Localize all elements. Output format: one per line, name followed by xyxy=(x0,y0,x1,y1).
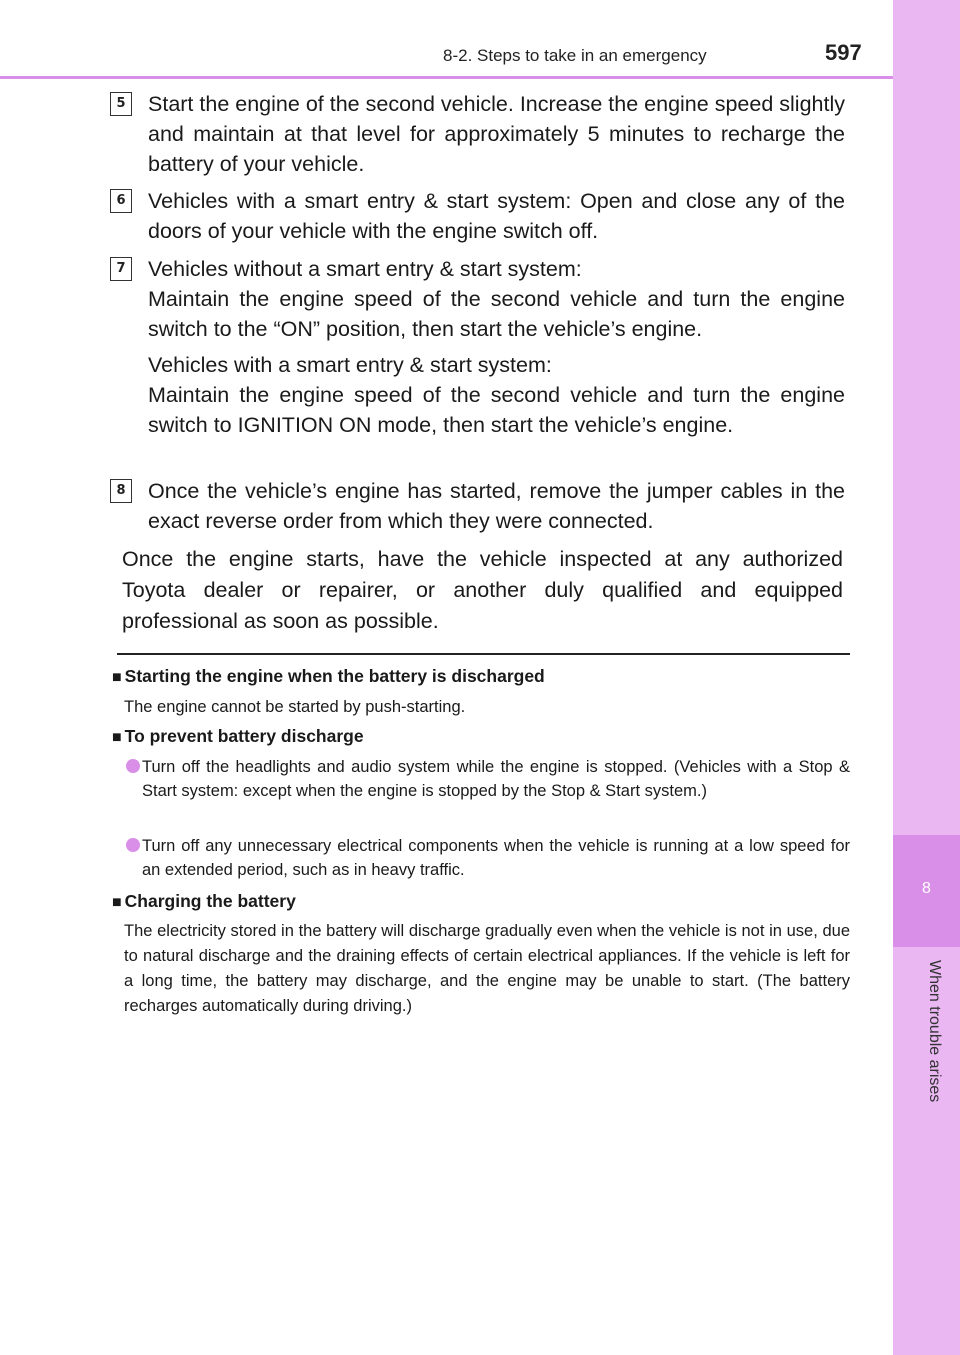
step-number-badge: 8 xyxy=(110,479,132,503)
step-6 xyxy=(110,186,845,246)
step-7 xyxy=(110,254,845,440)
square-bullet-icon: ■ xyxy=(112,894,122,911)
bullet-item: Turn off any unnecessary electrical components when the vehicle is running at a low speed for an extended period, such as in heavy traffic. xyxy=(124,834,850,882)
note-heading: ■ To prevent battery discharge xyxy=(112,726,364,746)
step-text: Maintain the engine speed of the second vehicle and turn the engine switch to the “ON” position, then start the vehicle’s engine. xyxy=(148,287,845,341)
step-subheading: Vehicles without a smart entry & start system: xyxy=(148,257,582,281)
chapter-number: 8 xyxy=(922,880,931,897)
bullet-item: Turn off the headlights and audio system while the engine is stopped. (Vehicles with a Stop & Start system: except when the engine is stopped by the Stop & Start system.) xyxy=(124,755,850,803)
step-text: Vehicles with a smart entry & start system: Open and close any of the doors of your vehicle with the engine switch off. xyxy=(148,189,845,243)
circle-bullet-icon xyxy=(126,759,140,773)
note-text: The electricity stored in the battery will discharge gradually even when the vehicle is not in use, due to natural discharge and the draining effects of certain electrical appliances. If the vehicle is left for a long time, the battery may discharge, and the engine may be unable to start. (The battery recharges automatically during driving.) xyxy=(124,922,850,1015)
square-bullet-icon: ■ xyxy=(112,669,122,686)
closing-paragraph: Once the engine starts, have the vehicle inspected at any authorized Toyota dealer or repairer, or another duly qualified and equipped professional as soon as possible. xyxy=(122,547,843,633)
step-text: Start the engine of the second vehicle. Increase the engine speed slightly and maintain at that level for approximately 5 minutes to recharge the battery of your vehicle. xyxy=(148,92,845,176)
note-text: The engine cannot be started by push-starting. xyxy=(124,698,466,716)
step-text: Maintain the engine speed of the second vehicle and turn the engine switch to IGNITION ON mode, then start the vehicle’s engine. xyxy=(148,383,845,437)
chapter-title: When trouble arises xyxy=(926,960,943,1103)
chapter-sidebar xyxy=(893,0,960,1355)
step-5 xyxy=(110,89,845,179)
step-number-badge: 5 xyxy=(110,92,132,116)
header-rule xyxy=(0,76,893,79)
section-title: 8-2. Steps to take in an emergency xyxy=(443,46,707,65)
section-divider xyxy=(117,653,850,655)
square-bullet-icon: ■ xyxy=(112,729,122,746)
step-8 xyxy=(110,476,845,536)
step-text: Once the vehicle’s engine has started, remove the jumper cables in the exact reverse order from which they were connected. xyxy=(148,479,845,533)
step-number-badge: 7 xyxy=(110,257,132,281)
step-number-badge: 6 xyxy=(110,189,132,213)
note-heading: ■ Starting the engine when the battery is discharged xyxy=(112,666,545,686)
step-subheading: Vehicles with a smart entry & start system: xyxy=(148,353,552,377)
page-number: 597 xyxy=(825,40,862,65)
note-heading: ■ Charging the battery xyxy=(112,891,296,911)
circle-bullet-icon xyxy=(126,838,140,852)
